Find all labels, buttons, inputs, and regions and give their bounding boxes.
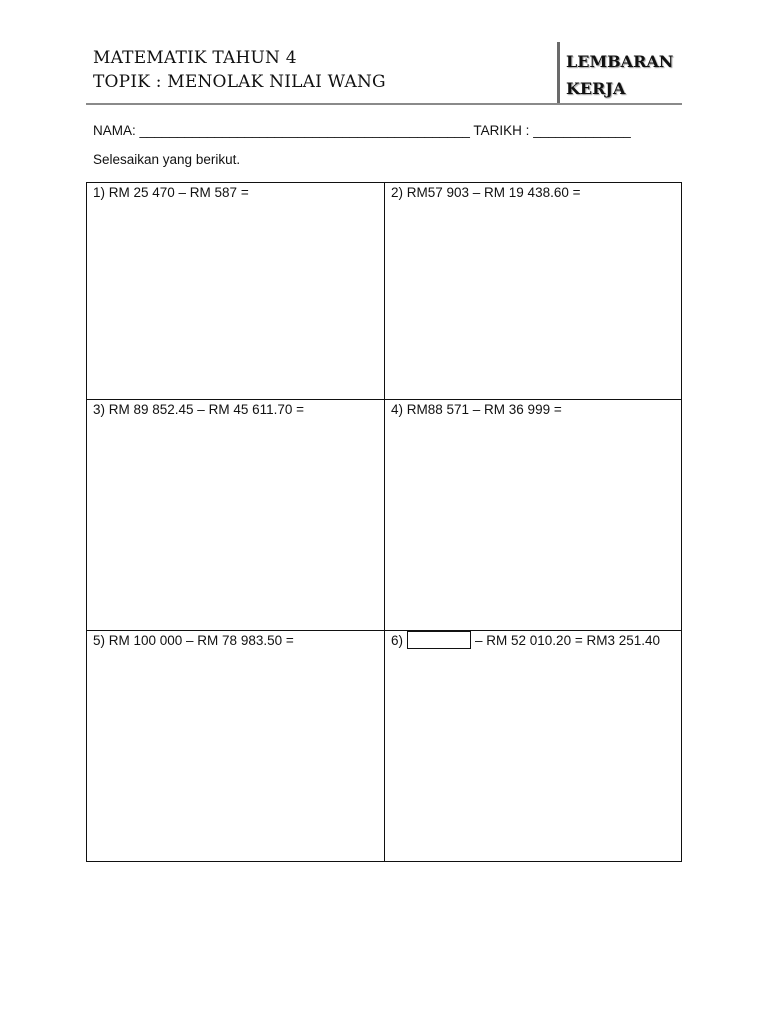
header-horizontal-divider xyxy=(86,103,682,105)
question-grid xyxy=(86,182,682,862)
instruction-text: Selesaikan yang berikut. xyxy=(93,152,241,167)
question-3-cell[interactable] xyxy=(87,400,384,630)
question-2-cell[interactable] xyxy=(385,183,681,399)
subject-title: MATEMATIK TAHUN 4 xyxy=(93,48,297,68)
question-3-text: 3) RM 89 852.45 – RM 45 611.70 = xyxy=(93,402,305,417)
question-6-number: 6) xyxy=(391,633,404,648)
header-vertical-divider xyxy=(557,42,560,104)
question-1-text: 1) RM 25 470 – RM 587 = xyxy=(93,185,249,200)
name-blank[interactable]: ____________________________________________ xyxy=(139,123,470,138)
student-info-line xyxy=(93,123,631,138)
answer-blank-box[interactable] xyxy=(407,631,471,649)
badge-line-2: KERJA xyxy=(566,79,626,98)
question-1-cell[interactable] xyxy=(87,183,384,399)
question-6-text: – RM 52 010.20 = RM3 251.40 xyxy=(475,633,661,648)
date-label: TARIKH : xyxy=(473,123,530,138)
badge-line-1: LEMBARAN xyxy=(566,52,674,71)
question-4-text: 4) RM88 571 – RM 36 999 = xyxy=(391,402,562,417)
question-5-text: 5) RM 100 000 – RM 78 983.50 = xyxy=(93,633,294,648)
question-6-cell[interactable] xyxy=(385,631,681,861)
topic-title: TOPIK : MENOLAK NILAI WANG xyxy=(93,72,386,92)
name-label: NAMA: xyxy=(93,123,136,138)
question-2-text: 2) RM57 903 – RM 19 438.60 = xyxy=(391,185,581,200)
date-blank[interactable]: _____________ xyxy=(533,123,631,138)
worksheet-badge xyxy=(566,48,673,102)
question-4-cell[interactable] xyxy=(385,400,681,630)
worksheet-header xyxy=(93,46,386,94)
question-5-cell[interactable] xyxy=(87,631,384,861)
